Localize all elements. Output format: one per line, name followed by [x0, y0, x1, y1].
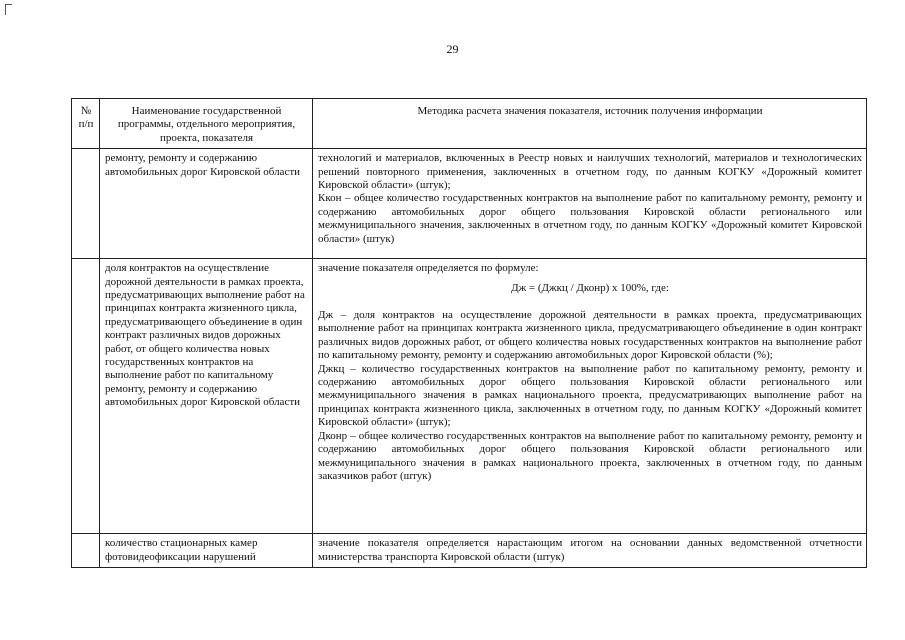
row-name-cell: доля контрактов на осуществление дорожной деятельности в рамках проекта, предусматривающих выполнение работ на принципах контракта жизненного цикла, предусматривающего объединение в один контракт различных видов дорожных работ, от общего количества новых государственных контрактов на выполнение работ по капитальному ремонту, ремонту и содержанию автомобильных дорог Кировской области	[100, 259, 313, 534]
table-row	[72, 534, 867, 568]
row-name-cell: количество стационарных камер фотовидеофиксации нарушений	[100, 534, 313, 568]
method-paragraph: Дконр – общее количество государственных контрактов на выполнение работ по капитальному ремонту, ремонту и содержанию автомобильных дорог общего пользования Кировской области регионального или межмуниципального значения в рамках национального проекта, заключенных в отчетном году, по данным заказчиков работ (штук)	[318, 429, 862, 482]
row-method-cell	[313, 149, 867, 259]
row-num-cell	[72, 259, 100, 534]
method-paragraph: Джкц – количество государственных контрактов на выполнение работ по капитальному ремонту, ремонту и содержанию автомобильных дорог общего пользования Кировской области регионального или межмуниципального значения в рамках национального проекта, предусматривающих выполнение работ на принципах контракта жизненного цикла, заключенных в отчетном году, по данным КОГКУ «Дорожный комитет Кировской области» (штук);	[318, 362, 862, 429]
header-num: № п/п	[72, 99, 100, 149]
header-name: Наименование государственной программы, отдельного мероприятия, проекта, показателя	[100, 99, 313, 149]
table-row	[72, 259, 867, 534]
page-number: 29	[446, 42, 459, 56]
indicator-table	[71, 98, 867, 568]
method-paragraph: Ккон – общее количество государственных контрактов на выполнение работ по капитальному ремонту, ремонту и содержанию автомобильных дорог общего пользования Кировской области регионального или межмуниципального значения, заключенных в отчетном году, по данным КОГКУ «Дорожный комитет Кировской области» (штук)	[318, 192, 862, 245]
row-method-cell	[313, 534, 867, 568]
table-header-row	[72, 99, 867, 149]
method-paragraph: технологий и материалов, включенных в Реестр новых и наилучших технологий, материалов и технологических решений повторного применения, заключенных в отчетном году, по данным КОГКУ «Дорожный комитет Кировской области» (штук);	[318, 152, 862, 192]
header-method: Методика расчета значения показателя, источник получения информации	[313, 99, 867, 149]
method-intro: значение показателя определяется по формуле:	[318, 262, 539, 275]
row-name-cell: ремонту, ремонту и содержанию автомобильных дорог Кировской области	[100, 149, 313, 259]
method-formula: Дж = (Джкц / Дконр) х 100%, где:	[511, 281, 669, 294]
scan-corner-mark	[5, 4, 12, 15]
row-method-cell	[313, 259, 867, 534]
row-num-cell	[72, 534, 100, 568]
row-num-cell	[72, 149, 100, 259]
table-row	[72, 149, 867, 259]
method-paragraph: Дж – доля контрактов на осуществление дорожной деятельности в рамках проекта, предусматривающих выполнение работ на принципах контракта жизненного цикла, предусматривающего объединение в один контракт различных видов дорожных работ, от общего количества новых государственных контрактов на выполнение работ по капитальному ремонту, ремонту и содержанию автомобильных дорог Кировской области (%);	[318, 309, 862, 362]
method-paragraph: значение показателя определяется нарастающим итогом на основании данных ведомственной отчетности министерства транспорта Кировской области (штук)	[318, 537, 862, 563]
